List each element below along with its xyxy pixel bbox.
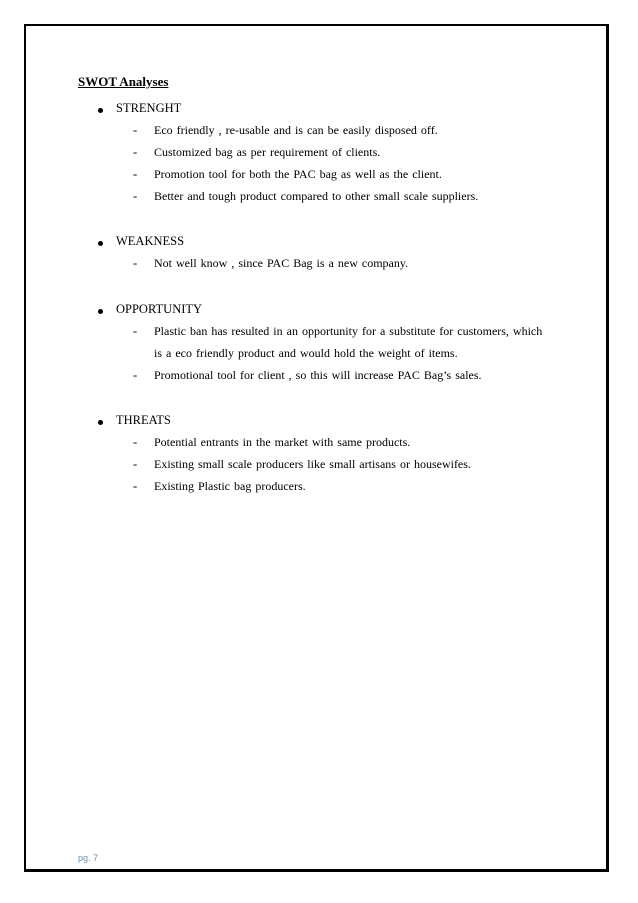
section-title: OPPORTUNITY (116, 302, 203, 316)
dash-marker: - (133, 256, 138, 270)
list-item (0, 142, 638, 164)
section-title: STRENGHT (116, 101, 182, 115)
list-item (0, 164, 638, 186)
bullet-dot-icon (98, 420, 103, 425)
list-item-continuation (0, 343, 638, 365)
dash-marker: - (133, 189, 138, 203)
dash-marker: - (133, 435, 138, 449)
list-item (0, 120, 638, 142)
dash-marker: - (133, 123, 138, 137)
bullet-row (0, 100, 638, 120)
list-item-text: Better and tough product compared to other small scale suppliers. (154, 189, 479, 203)
page-number: pg. 7 (78, 853, 99, 863)
list-item-text: Customized bag as per requirement of clients. (154, 145, 381, 159)
dash-marker: - (133, 167, 138, 181)
page-heading: SWOT Analyses (78, 74, 169, 89)
list-item (0, 476, 638, 498)
list-item (0, 454, 638, 476)
section-strength (0, 100, 638, 208)
list-item-text: Eco friendly , re-usable and is can be easily disposed off. (154, 123, 438, 137)
list-item-text: Promotion tool for both the PAC bag as well as the client. (154, 167, 442, 181)
section-title: WEAKNESS (116, 234, 185, 248)
list-item-text: Existing Plastic bag producers. (154, 479, 306, 493)
dash-marker: - (133, 479, 138, 493)
list-item-text: Not well know , since PAC Bag is a new company. (154, 256, 409, 270)
dash-marker: - (133, 368, 138, 382)
list-item (0, 432, 638, 454)
dash-marker: - (133, 145, 138, 159)
list-item-text: Potential entrants in the market with same products. (154, 435, 411, 449)
section-title: THREATS (116, 413, 171, 427)
list-item-text: Promotional tool for client , so this will increase PAC Bag’s sales. (154, 368, 482, 382)
list-item (0, 365, 638, 387)
dash-marker: - (133, 457, 138, 471)
bullet-row (0, 233, 638, 253)
list-item-text: Existing small scale producers like small artisans or housewifes. (154, 457, 471, 471)
list-item (0, 186, 638, 208)
list-item-text: Plastic ban has resulted in an opportunity for a substitute for customers, which (154, 324, 543, 338)
bullet-row (0, 412, 638, 432)
bullet-dot-icon (98, 241, 103, 246)
section-weakness (0, 233, 638, 275)
list-item-text: is a eco friendly product and would hold the weight of items. (154, 346, 458, 360)
list-item (0, 321, 638, 343)
section-threats (0, 412, 638, 498)
list-item (0, 253, 638, 275)
bullet-dot-icon (98, 309, 103, 314)
dash-marker: - (133, 324, 138, 338)
bullet-row (0, 301, 638, 321)
bullet-dot-icon (98, 108, 103, 113)
section-opportunity (0, 301, 638, 387)
